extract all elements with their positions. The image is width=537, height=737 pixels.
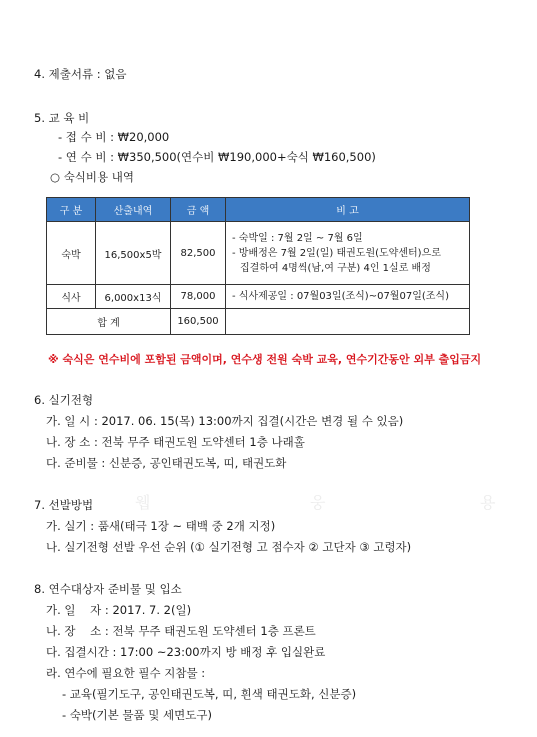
total-label: 합 계 bbox=[47, 309, 171, 335]
breakdown-heading bbox=[50, 170, 134, 184]
section-5-title: 5. 교 육 비 bbox=[34, 111, 90, 125]
row-calc: 6,000x13식 bbox=[96, 285, 171, 309]
total-notes bbox=[226, 309, 470, 335]
circle-bullet-icon: ○ bbox=[50, 170, 61, 184]
row-calc: 16,500x5박 bbox=[96, 222, 171, 285]
row-amount: 78,000 bbox=[171, 285, 226, 309]
selection-practical: 가. 실기 : 품새(태극 1장 ~ 태백 중 2개 지정) bbox=[46, 519, 276, 533]
note-line: - 숙박일 : 7월 2일 ~ 7월 6일 bbox=[232, 232, 363, 244]
entry-time: 다. 집결시간 : 17:00 ~23:00까지 방 배정 후 입실완료 bbox=[46, 645, 326, 659]
header-notes: 비 고 bbox=[226, 198, 470, 222]
items-title: 라. 연수에 필요한 필수 지참물 : bbox=[46, 666, 206, 680]
table-total-row bbox=[47, 309, 470, 335]
section-6-title: 6. 실기전형 bbox=[34, 393, 94, 407]
table-header-row bbox=[47, 198, 470, 222]
entry-place: 나. 장 소 : 전북 무주 태권도원 도약센터 1층 프론트 bbox=[46, 624, 316, 638]
items-education: - 교육(필기도구, 공인태권도복, 띠, 흰색 태권도화, 신분증) bbox=[62, 687, 357, 701]
test-place: 나. 장 소 : 전북 무주 태권도원 도약센터 1층 나래홀 bbox=[46, 435, 305, 449]
total-amount: 160,500 bbox=[171, 309, 226, 335]
row-category: 숙박 bbox=[47, 222, 96, 285]
registration-fee: - 접 수 비 : ₩20,000 bbox=[58, 130, 170, 144]
row-category: 식사 bbox=[47, 285, 96, 309]
section-4-title: 4. 제출서류 : 없음 bbox=[34, 67, 127, 81]
items-lodging: - 숙박(기본 물품 및 세면도구) bbox=[62, 708, 212, 722]
training-fee: - 연 수 비 : ₩350,500(연수비 ₩190,000+숙식 ₩160,500) bbox=[58, 150, 376, 164]
note-line: - 방배정은 7월 2일(일) 태권도원(도약센터)으로 bbox=[232, 247, 441, 259]
header-calc: 산출내역 bbox=[96, 198, 171, 222]
note-line: - 식사제공일 : 07월03일(조식)~07월07일(조식) bbox=[232, 291, 449, 302]
header-category: 구 분 bbox=[47, 198, 96, 222]
section-7-title: 7. 선발방법 bbox=[34, 498, 94, 512]
selection-priority: 나. 실기전형 선발 우선 순위 (① 실기전형 고 점수자 ② 고단자 ③ 고령자) bbox=[46, 540, 412, 554]
row-amount: 82,500 bbox=[171, 222, 226, 285]
note-line: 집결하여 4명씩(남,여 구분) 4인 1실로 배정 bbox=[240, 262, 431, 274]
header-amount: 금 액 bbox=[171, 198, 226, 222]
entry-date: 가. 일 자 : 2017. 7. 2(일) bbox=[46, 603, 192, 617]
row-notes bbox=[226, 285, 470, 309]
test-date: 가. 일 시 : 2017. 06. 15(목) 13:00까지 집결(시간은 변경 될 수 있음) bbox=[46, 414, 404, 428]
row-notes bbox=[226, 222, 470, 285]
cost-table bbox=[46, 197, 470, 335]
table-row bbox=[47, 285, 470, 309]
section-8-title: 8. 연수대상자 준비물 및 입소 bbox=[34, 582, 182, 596]
breakdown-title: 숙식비용 내역 bbox=[63, 170, 135, 184]
test-items: 다. 준비물 : 신분증, 공인태권도복, 띠, 태권도화 bbox=[46, 456, 287, 470]
warning-note: ※ 숙식은 연수비에 포함된 금액이며, 연수생 전원 숙박 교육, 연수기간동안 외부 출입금지 bbox=[48, 353, 482, 366]
table-row bbox=[47, 222, 470, 285]
